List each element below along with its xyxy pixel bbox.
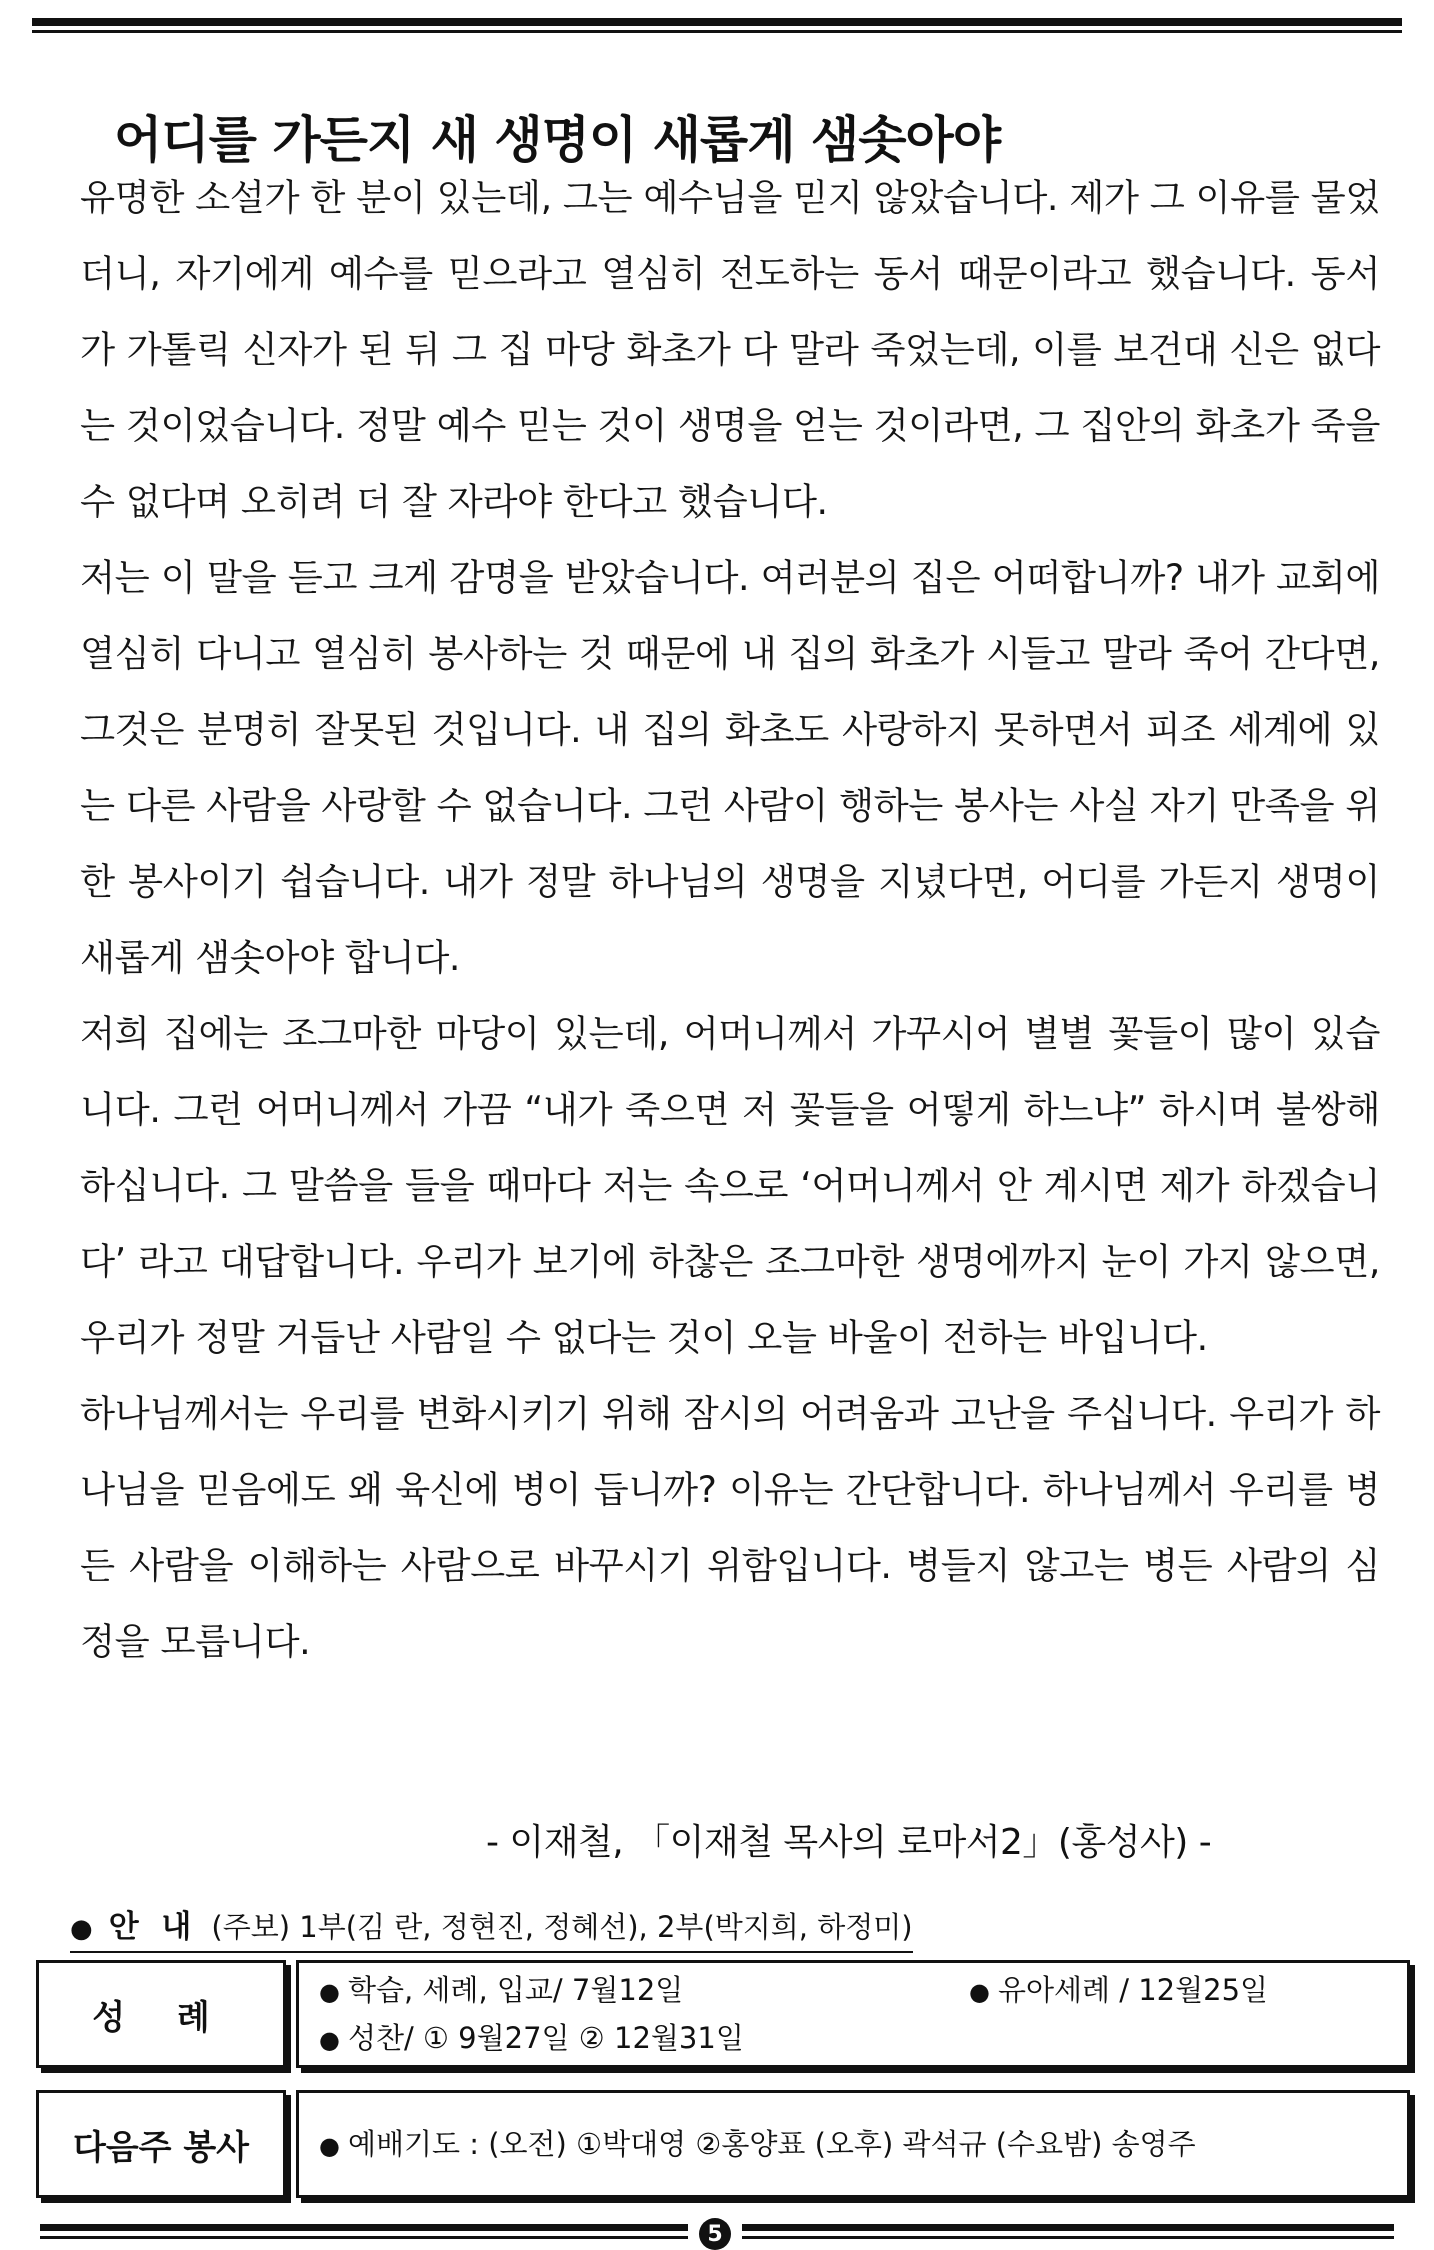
notice-text: (주보) 1부(김 란, 정현진, 정혜선), 2부(박지희, 하정미) (211, 1910, 913, 1944)
paragraph-3: 저희 집에는 조그마한 마당이 있는데, 어머니께서 가꾸시어 별별 꽃들이 많이 있습니다. 그런 어머니께서 가끔 “내가 죽으면 저 꽃들을 어떻게 하느냐” 하시며 불쌍해 하십니다. 그 말씀을 들을 때마다 저는 속으로 ‘어머니께서 안 계시면 제가 하겠습니다’ 라고 대답합니다. 우리가 보기에 하찮은 조그마한 생명에까지 눈이 가지 않으면, 우리가 정말 거듭난 사람일 수 없다는 것이 오늘 바울이 전하는 바입니다. (80, 1012, 1380, 1359)
bottom-rule-right (742, 2224, 1394, 2231)
paragraph-1: 유명한 소설가 한 분이 있는데, 그는 예수님을 믿지 않았습니다. 제가 그 이유를 물었더니, 자기에게 예수를 믿으라고 열심히 전도하는 동서 때문이라고 했습니다. 동서가 가톨릭 신자가 된 뒤 그 집 마당 화초가 다 말라 죽었는데, 이를 보건대 신은 없다는 것이었습니다. 정말 예수 믿는 것이 생명을 얻는 것이라면, 그 집안의 화초가 죽을 수 없다며 오히려 더 잘 자라야 한다고 했습니다. (80, 176, 1380, 523)
sacrament-item: ● 유아세례 / 12월25일 (969, 1973, 1269, 2007)
source-attribution: - 이재철, 「이재철 목사의 로마서2」(홍성사) - (486, 1822, 1212, 1863)
paragraph-2: 저는 이 말을 듣고 크게 감명을 받았습니다. 여러분의 집은 어떠합니까? 내가 교회에 열심히 다니고 열심히 봉사하는 것 때문에 내 집의 화초가 시들고 말라 죽어 간다면, 그것은 분명히 잘못된 것입니다. 내 집의 화초도 사랑하지 못하면서 피조 세계에 있는 다른 사람을 사랑할 수 없습니다. 그런 사람이 행하는 봉사는 사실 자기 만족을 위한 봉사이기 쉽습니다. 내가 정말 하나님의 생명을 지녔다면, 어디를 가든지 생명이 새롭게 샘솟아야 합니다. (80, 556, 1380, 979)
top-rule-thin (32, 30, 1402, 33)
sacraments-box (296, 1960, 1410, 2068)
notice-label: 안 내 (108, 1909, 198, 1945)
sacrament-item: ● 성찬/ ① 9월27일 ② 12월31일 (319, 2021, 744, 2055)
page-number: 5 (699, 2218, 731, 2250)
next-week-box (296, 2090, 1410, 2198)
bullet-icon: ● (70, 1914, 93, 1944)
bottom-rule-left-thin (40, 2236, 688, 2239)
bottom-rule-left (40, 2224, 688, 2231)
notice-line (70, 1907, 913, 1953)
paragraph-4: 하나님께서는 우리를 변화시키기 위해 잠시의 어려움과 고난을 주십니다. 우리가 하나님을 믿음에도 왜 육신에 병이 듭니까? 이유는 간단합니다. 하나님께서 우리를 병든 사람을 이해하는 사람으로 바꾸시기 위함입니다. 병들지 않고는 병든 사람의 심정을 모릅니다. (80, 1392, 1380, 1663)
next-week-label: 다음주 봉사 (36, 2090, 286, 2198)
bullet-icon: ● (319, 1978, 340, 2006)
sacrament-item: ● 학습, 세례, 입교/ 7월12일 (319, 1973, 684, 2007)
service-item: ● 예배기도 : (오전) ①박대영 ②홍양표 (오후) 곽석규 (수요밤) 송영주 (319, 2127, 1196, 2161)
bottom-rule-right-thin (742, 2236, 1394, 2239)
bullet-icon: ● (319, 2132, 340, 2160)
article-title: 어디를 가든지 새 생명이 새롭게 샘솟아야 (114, 110, 1001, 169)
bullet-icon: ● (319, 2026, 340, 2054)
bullet-icon: ● (969, 1978, 990, 2006)
top-rule (32, 18, 1402, 26)
article-body (80, 160, 1380, 1680)
sacraments-label: 성 례 (36, 1960, 286, 2068)
